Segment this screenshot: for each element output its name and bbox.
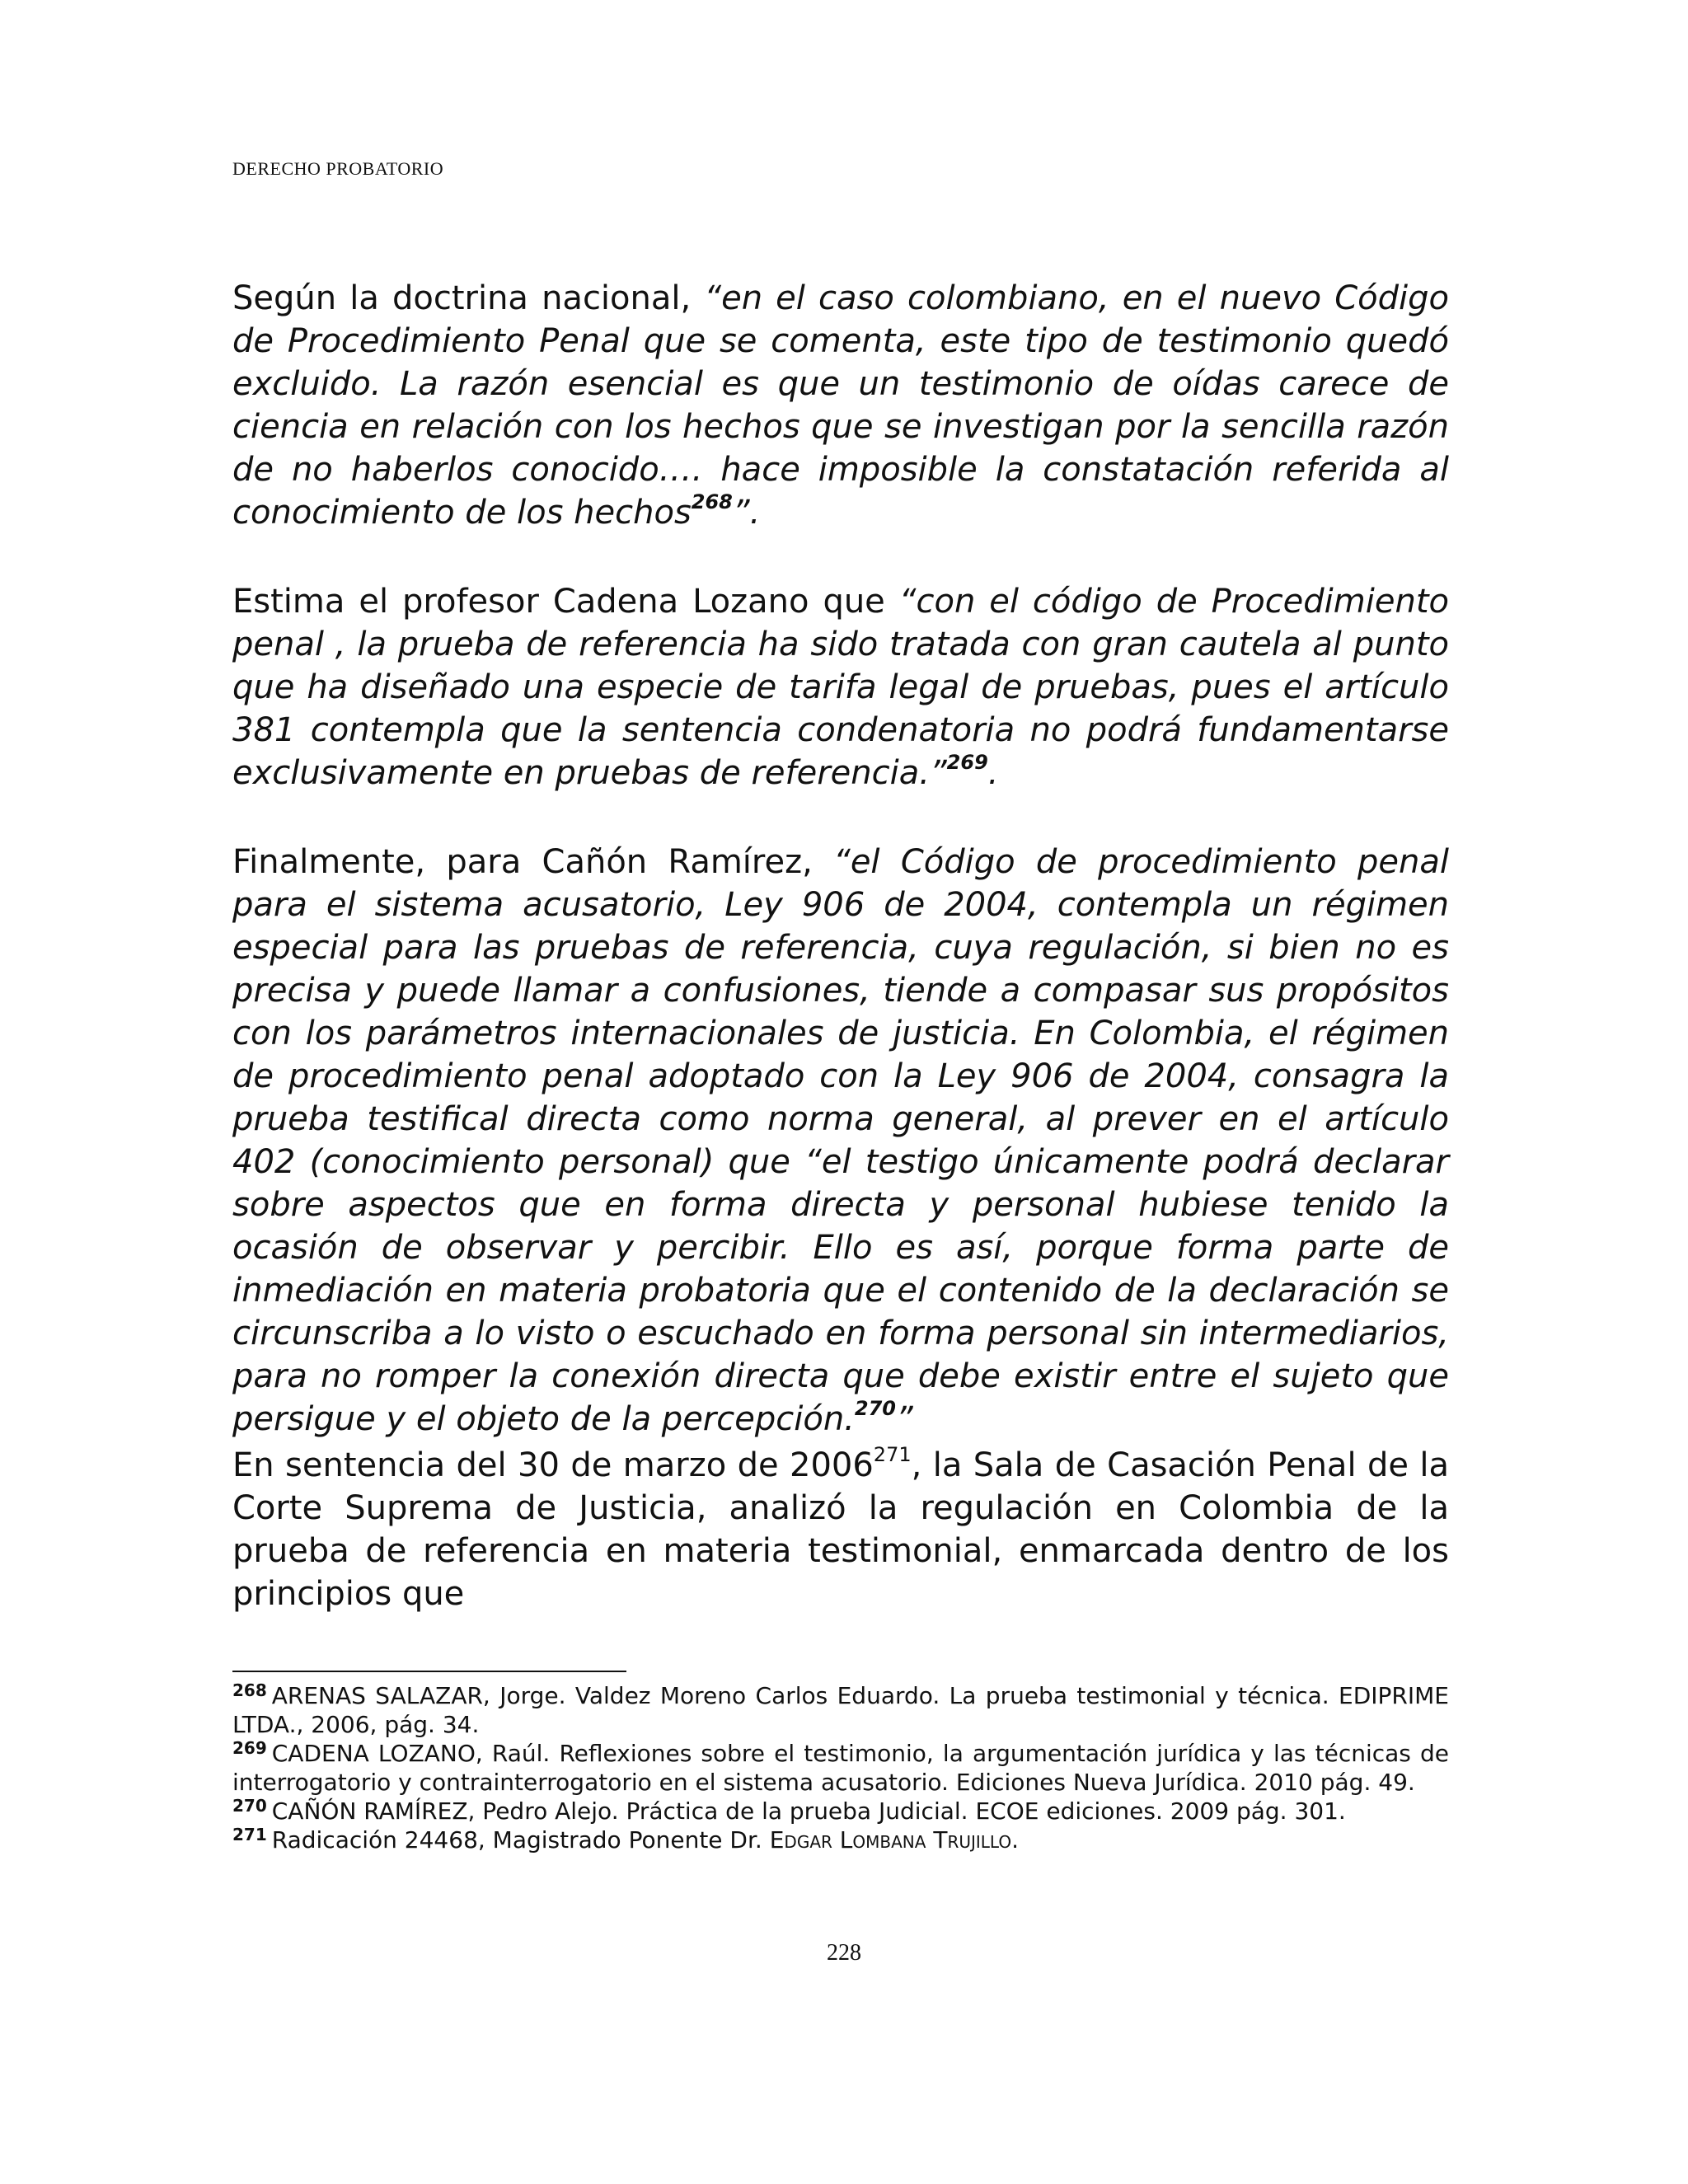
footnote-269	[232, 1739, 1449, 1797]
footnote-text: ARENAS SALAZAR, Jorge. Valdez Moreno Carlos Eduardo. La prueba testimonial y técnica. EDIPRIME LTDA., 2006, pág. 34.	[232, 1682, 1449, 1738]
paragraph-tail: , la Sala de Casación Penal de la Corte Suprema de Justicia, analizó la regulación en Colombia de la prueba de referencia en materia testimonial, enmarcada dentro de los principios que	[232, 1446, 1450, 1613]
footnote-text: CAÑÓN RAMÍREZ, Pedro Alejo. Práctica de la prueba Judicial. ECOE ediciones. 2009 pág. 301.	[271, 1797, 1346, 1825]
footnote-reference[interactable]: 271	[873, 1443, 912, 1466]
footnotes-section	[232, 1681, 1449, 1854]
footnote-number: 271	[232, 1825, 267, 1844]
footnote-number: 269	[232, 1738, 267, 1758]
footnote-number: 270	[232, 1796, 267, 1816]
paragraph-lead: Finalmente, para Cañón Ramírez,	[232, 843, 834, 881]
paragraph-quote: “con el código de Procedimiento penal , la prueba de referencia ha sido tratada con gran cautela al punto que ha diseñado una especie de tarifa legal de pruebas, pues el artículo 381 contempla que la sentencia condenatoria no podrá fundamentarse exclusivamente en pruebas de referencia.”	[232, 583, 1449, 792]
footnote-reference[interactable]: 268	[691, 490, 733, 513]
footnote-number: 268	[232, 1680, 267, 1700]
footnote-text: Radicación 24468, Magistrado Ponente Dr.	[271, 1826, 770, 1854]
footnote-reference[interactable]: 269	[946, 751, 988, 774]
paragraph-lead: En sentencia del 30 de marzo de 2006	[232, 1446, 874, 1484]
paragraph-tail: ”	[896, 1400, 913, 1438]
footnote-end: .	[1011, 1826, 1020, 1854]
paragraph-doctrina-nacional	[232, 277, 1449, 534]
paragraph-tail: .	[987, 754, 999, 792]
paragraph-lead: Según la doctrina nacional,	[232, 279, 705, 317]
footnote-magistrate-name: Edgar Lombana Trujillo	[769, 1826, 1012, 1854]
footnote-271	[232, 1825, 1449, 1854]
footnote-text: CADENA LOZANO, Raúl. Reflexiones sobre el testimonio, la argumentación jurídica y las técnicas de interrogatorio y contrainterrogatorio en el sistema acusatorio. Ediciones Nueva Jurídica. 2010 pág. 49.	[232, 1740, 1449, 1796]
paragraph-canon-ramirez	[232, 841, 1449, 1441]
paragraph-lead: Estima el profesor Cadena Lozano que	[232, 583, 899, 621]
paragraph-tail: ”.	[732, 494, 761, 532]
footnote-268	[232, 1681, 1449, 1739]
paragraph-quote: “el Código de procedimiento penal para el sistema acusatorio, Ley 906 de 2004, contempla un régimen especial para las pruebas de referencia, cuya regulación, si bien no es precisa y puede llamar a confusiones, tiende a compasar sus propósitos con los parámetros internacionales de justicia. En Colombia, el régimen de procedimiento penal adoptado con la Ley 906 de 2004, consagra la prueba testifical directa como norma general, al prever en el artículo 402 (conocimiento personal) que “el testigo únicamente podrá declarar sobre aspectos que en forma directa y personal hubiese tenido la ocasión de observar y percibir. Ello es así, porque forma parte de inmediación en materia probatoria que el contenido de la declaración se circunscriba a lo visto o escuchado en forma personal sin intermediarios, para no romper la conexión directa que debe existir entre el sujeto que persigue y el objeto de la percepción.	[232, 843, 1449, 1438]
footnote-reference[interactable]: 270	[854, 1397, 896, 1420]
paragraph-quote: “en el caso colombiano, en el nuevo Código de Procedimiento Penal que se comenta, este tipo de testimonio quedó excluido. La razón esencial es que un testimonio de oídas carece de ciencia en relación con los hechos que se investigan por la sencilla razón de no haberlos conocido…. hace imposible la constatación referida al conocimiento de los hechos	[232, 279, 1449, 532]
footnote-separator	[232, 1671, 626, 1672]
footnote-270	[232, 1797, 1449, 1825]
paragraph-sentencia	[232, 1444, 1449, 1615]
page-number: 228	[827, 1940, 861, 1966]
running-header: DERECHO PROBATORIO	[232, 158, 444, 179]
paragraph-cadena-lozano	[232, 580, 1449, 794]
